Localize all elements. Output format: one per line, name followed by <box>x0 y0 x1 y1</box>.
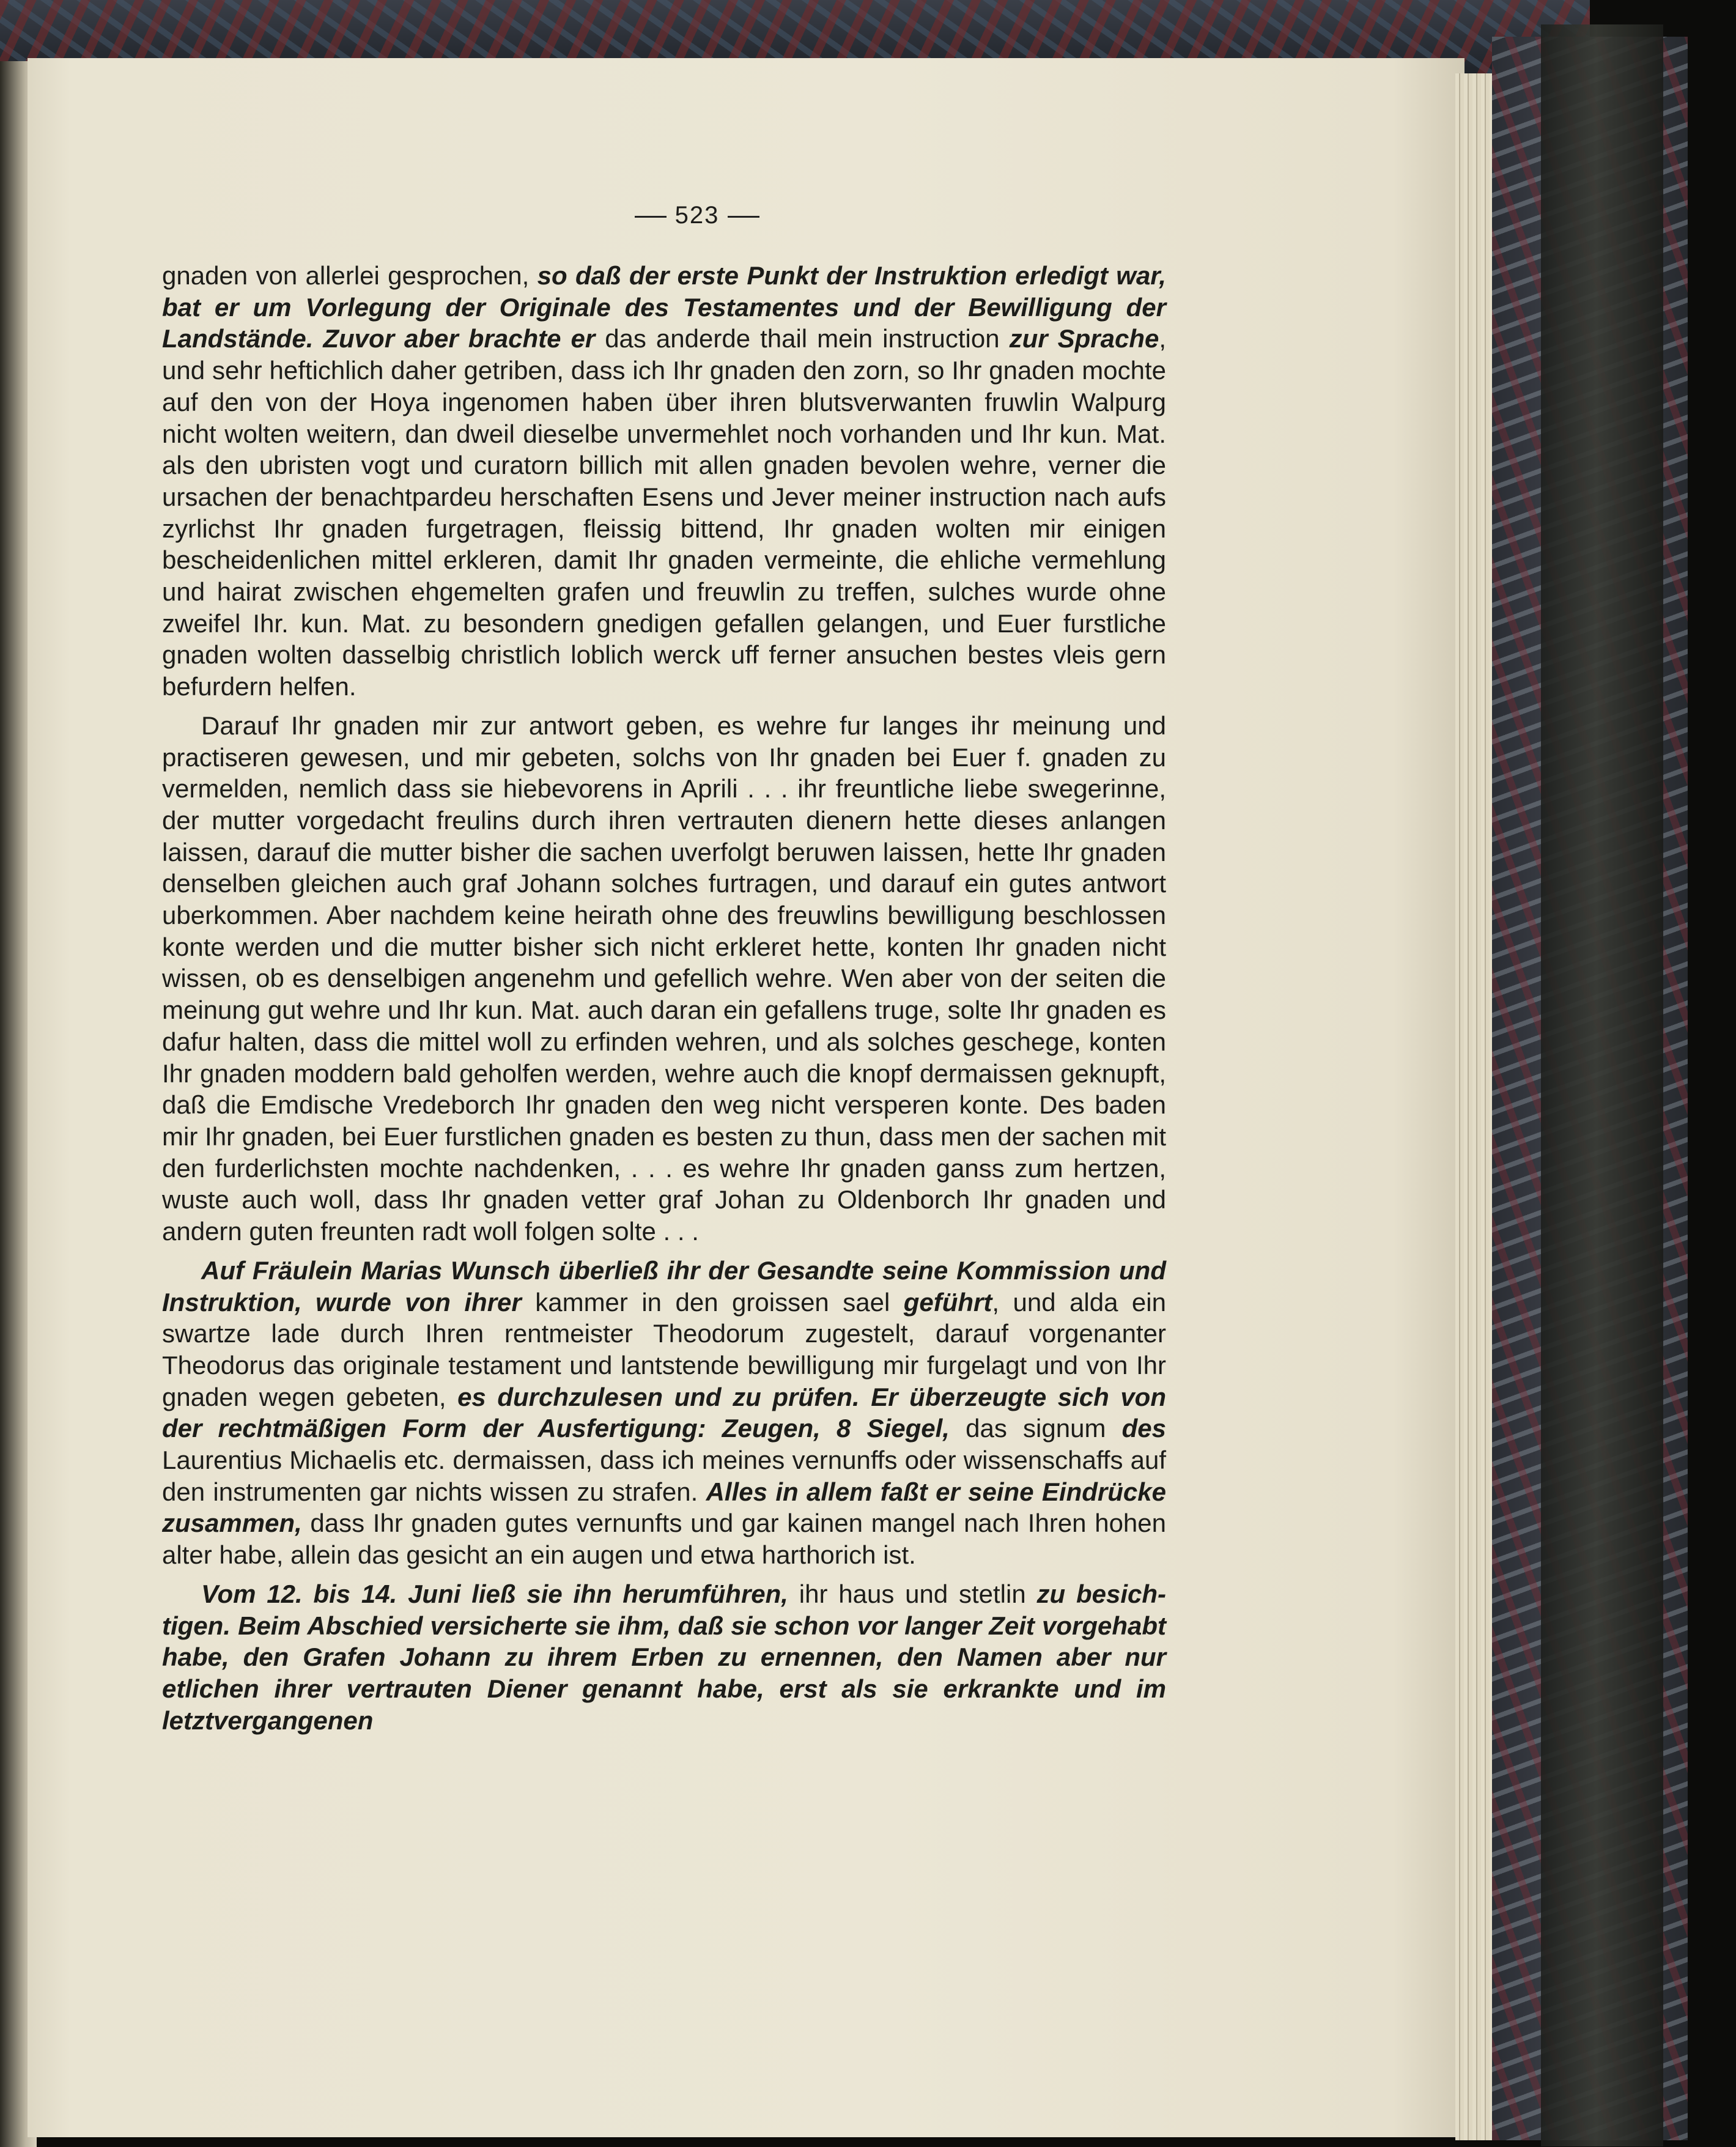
italic-segment: es durchzulesen und zu prüfen. Er überzeugte sich von der rechtmäßigen Form der Ausfertigung: Zeugen, 8 Siegel, <box>162 1382 1166 1443</box>
text-segment: , und alda ein swartze lade durch Ihren rentmeister Theodorum zugestelt, darauf vorgenanter Theodorus das originale testament und lantstende bewilligung mir furgelagt und von Ihr gnaden wegen gebeten, <box>162 1287 1166 1411</box>
italic-segment: zur Sprache <box>1009 324 1159 353</box>
body-text <box>162 260 1166 1736</box>
italic-segment: Alles in allem faßt er seine Eindrücke zusammen, <box>162 1477 1166 1538</box>
paragraph-1 <box>162 260 1166 703</box>
italic-segment: des <box>1121 1414 1167 1443</box>
italic-segment: Vom 12. bis 14. Juni ließ sie ihn herumführen, <box>201 1579 799 1608</box>
text-segment: , und sehr heftichlich daher getriben, dass ich Ihr gnaden den zorn, so Ihr gnaden mochte auf den von der Hoya ingenomen haben über ihren blutsverwanten fruwlin Walpurg nicht wolten weitern, dan dweil dieselbe unvermehlet noch vorhanden und Ihr kun. Mat. als den ubristen vogt und curatorn billich mit allen gnaden bevolen wehre, verner die ursachen der benachtpardeu herschaften Esens und Jever meiner instruction nach aufs zyrlichst Ihr gnaden furgetragen, fleissig bittend, Ihr gnaden wolten mir einigen bescheidenlichen mittel erkleren, damit Ihr gnaden vermeinte, die ehliche vermehlung und hairat zwischen ehgemelten grafen und freuwlin zu treffen, sulches wurde ohne zweifel Ihr. kun. Mat. zu besondern gnedigen gefallen gelangen, und Euer furstliche gnaden wolten dasselbig christlich loblich werck uff ferner ansuchen bestes vleis gern befurdern helfen. <box>162 324 1167 701</box>
italic-segment: Auf Fräulein Marias Wunsch überließ ihr der Gesandte seine Kommission und Instruktion, wurde von ihrer <box>162 1255 1166 1317</box>
text-segment: dass Ihr gnaden gutes vernunfts und gar kainen mangel nach Ihren hohen alter habe, allein das gesicht an ein augen und etwa harthorich ist. <box>162 1509 1166 1570</box>
paragraph-4 <box>162 1578 1166 1737</box>
paragraph-2 <box>162 710 1166 1247</box>
text-segment: das signum <box>966 1414 1122 1443</box>
italic-segment: zu besichtigen. Beim Abschied versicherte sie ihm, daß sie schon vor langer Zeit vorgehabt habe, den Grafen Johann zu ihrem Erben zu ernennen, den Namen aber nur etlichen ihrer vertrauten Diener genannt habe, erst als sie erkrankte und im letztvergangenen <box>162 1579 1167 1735</box>
italic-segment: geführt <box>903 1287 992 1317</box>
italic-segment: so daß der erste Punkt der Instruktion erledigt war, bat er um Vorlegung der Originale des Testamentes und der Bewilligung der Landstände. Zuvor aber brachte er <box>162 261 1166 353</box>
page-header <box>575 202 819 229</box>
header-dash-right <box>728 216 759 218</box>
text-segment: Laurentius Michaelis etc. dermaissen, dass ich meines vernunffs oder wissenschaffs auf den instrumenten gar nichts wissen zu strafen. <box>162 1446 1166 1506</box>
header-dash-left <box>635 216 667 218</box>
book-binding-edge <box>1541 24 1663 2146</box>
page-number: 523 <box>674 202 720 229</box>
text-segment: das anderde thail mein instruction <box>605 324 1010 353</box>
paragraph-3 <box>162 1255 1166 1571</box>
text-segment: gnaden von allerlei gesprochen, <box>162 261 537 290</box>
text-segment: ihr haus und stetlin <box>799 1579 1037 1608</box>
text-segment: Darauf Ihr gnaden mir zur antwort geben, es wehre fur langes ihr meinung und practiseren gewesen, und mir gebeten, solchs von Ihr gnaden bei Euer f. gnaden zu vermelden, nemlich dass sie hiebevorens in Aprili . . . ihr freuntliche liebe swegerinne, der mutter vorgedacht freulins durch ihren vertrauten dienern hette dieses anlangen laissen, darauf die mutter bisher die sachen uverfolgt beruwen laissen, hette Ihr gnaden denselben gleichen auch graf Johann solches furtragen, und darauf ein gutes antwort uberkommen. Aber nachdem keine heirath ohne des freuwlins bewilligung beschlossen konte werden und die mutter bisher sich nicht erkleret hette, konten Ihr gnaden nicht wissen, ob es denselbigen angenehm und gefellich wehre. Wen aber von der seiten die meinung gut wehre und Ihr kun. Mat. auch daran ein gefallens truge, solte Ihr gnaden es dafur halten, dass die mittel woll zu erfinden wehren, und als solches geschege, konten Ihr gnaden moddern bald geholfen werden, wehre auch die knopf dermaissen geknupft, daß die Emdische Vredeborch Ihr gnaden den weg nicht versperen konte. Des baden mir Ihr gnaden, bei Euer furstlichen gnaden es besten zu thun, dass men der sachen mit den furderlichsten mochte nachdenken, . . . es wehre Ihr gnaden ganss zum hertzen, wuste auch woll, dass Ihr gnaden vetter graf Johan zu Oldenborch Ihr gnaden und andern guten freunten radt woll folgen solte . . . <box>162 711 1166 1246</box>
text-segment: kammer in den groissen sael <box>535 1287 904 1317</box>
page-stack-edge <box>1455 73 1492 2140</box>
